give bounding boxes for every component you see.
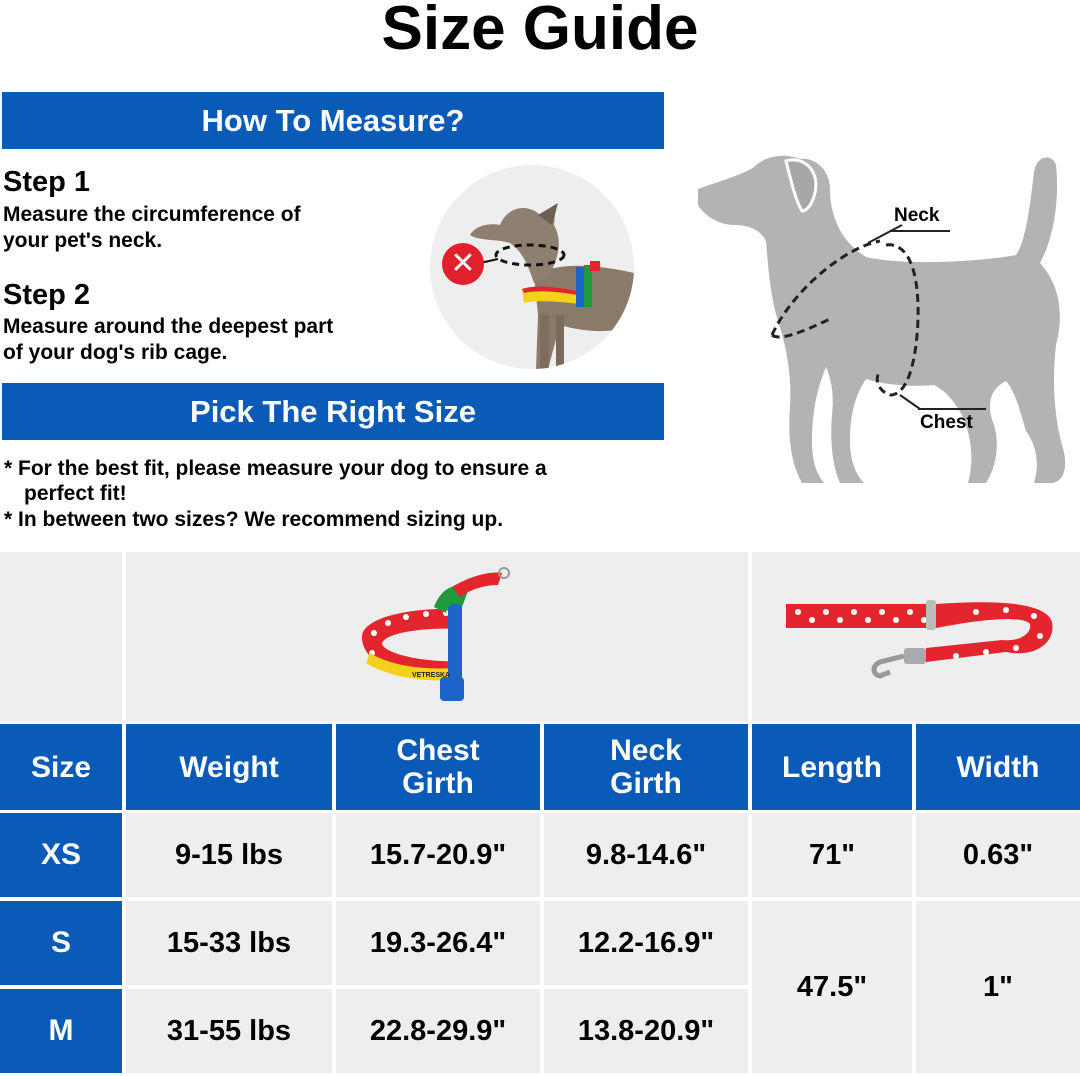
- chest-xs-cell: 15.7-20.9": [336, 813, 540, 897]
- length-xs-cell: 71": [752, 813, 912, 897]
- harness-image-cell: [126, 552, 748, 722]
- width-xs-cell: 0.63": [916, 813, 1080, 897]
- chest-s-cell: 19.3-26.4": [336, 901, 540, 985]
- warning-x-icon: ✕: [442, 243, 484, 285]
- neck-xs-cell: 9.8-14.6": [544, 813, 748, 897]
- step2-text-line2: of your dog's rib cage.: [3, 341, 228, 364]
- neck-m-cell: 13.8-20.9": [544, 989, 748, 1073]
- step2-title: Step 2: [3, 279, 91, 311]
- pick-size-heading: Pick The Right Size: [190, 393, 476, 429]
- weight-m-cell: 31-55 lbs: [126, 989, 332, 1073]
- note1-line2: perfect fit!: [24, 482, 127, 505]
- header-weight: Weight: [126, 724, 332, 810]
- neck-s-cell: 12.2-16.9": [544, 901, 748, 985]
- chest-m-cell: 22.8-29.9": [336, 989, 540, 1073]
- image-row-blank-cell: [0, 552, 122, 722]
- pick-size-banner: [2, 383, 664, 440]
- header-length: Length: [752, 724, 912, 810]
- dog-measure-diagram: [690, 145, 1080, 495]
- harness-product-image: [352, 567, 522, 707]
- step1-title: Step 1: [3, 166, 91, 198]
- header-neck-girth: Neck Girth: [544, 724, 748, 810]
- dog-silhouette-icon: [690, 145, 1080, 495]
- size-xs-cell: XS: [0, 813, 122, 897]
- header-size: Size: [0, 724, 122, 810]
- header-width: Width: [916, 724, 1080, 810]
- step2-text-line1: Measure around the deepest part: [3, 315, 334, 338]
- harness-brand-text: VETRESKA: [412, 672, 451, 679]
- width-s-m-merged-cell: 1": [916, 901, 1080, 1073]
- size-table: [0, 552, 1080, 1076]
- page-title: Size Guide: [381, 0, 699, 63]
- step1-text-line2: your pet's neck.: [3, 229, 163, 252]
- how-to-measure-heading: How To Measure?: [201, 102, 465, 138]
- note2: * In between two sizes? We recommend sizing up.: [4, 508, 504, 531]
- size-s-cell: S: [0, 901, 122, 985]
- length-s-m-merged-cell: 47.5": [752, 901, 912, 1073]
- header-chest-girth: Chest Girth: [336, 724, 540, 810]
- chest-label: Chest: [920, 412, 973, 433]
- note1-line1: * For the best fit, please measure your dog to ensure a: [4, 457, 547, 480]
- size-m-cell: M: [0, 989, 122, 1073]
- leash-image-cell: [752, 552, 1080, 722]
- neck-label: Neck: [894, 205, 940, 226]
- step1-text-line1: Measure the circumference of: [3, 203, 301, 226]
- how-to-measure-banner: [2, 92, 664, 149]
- weight-xs-cell: 9-15 lbs: [126, 813, 332, 897]
- weight-s-cell: 15-33 lbs: [126, 901, 332, 985]
- leash-product-image: [776, 582, 1056, 692]
